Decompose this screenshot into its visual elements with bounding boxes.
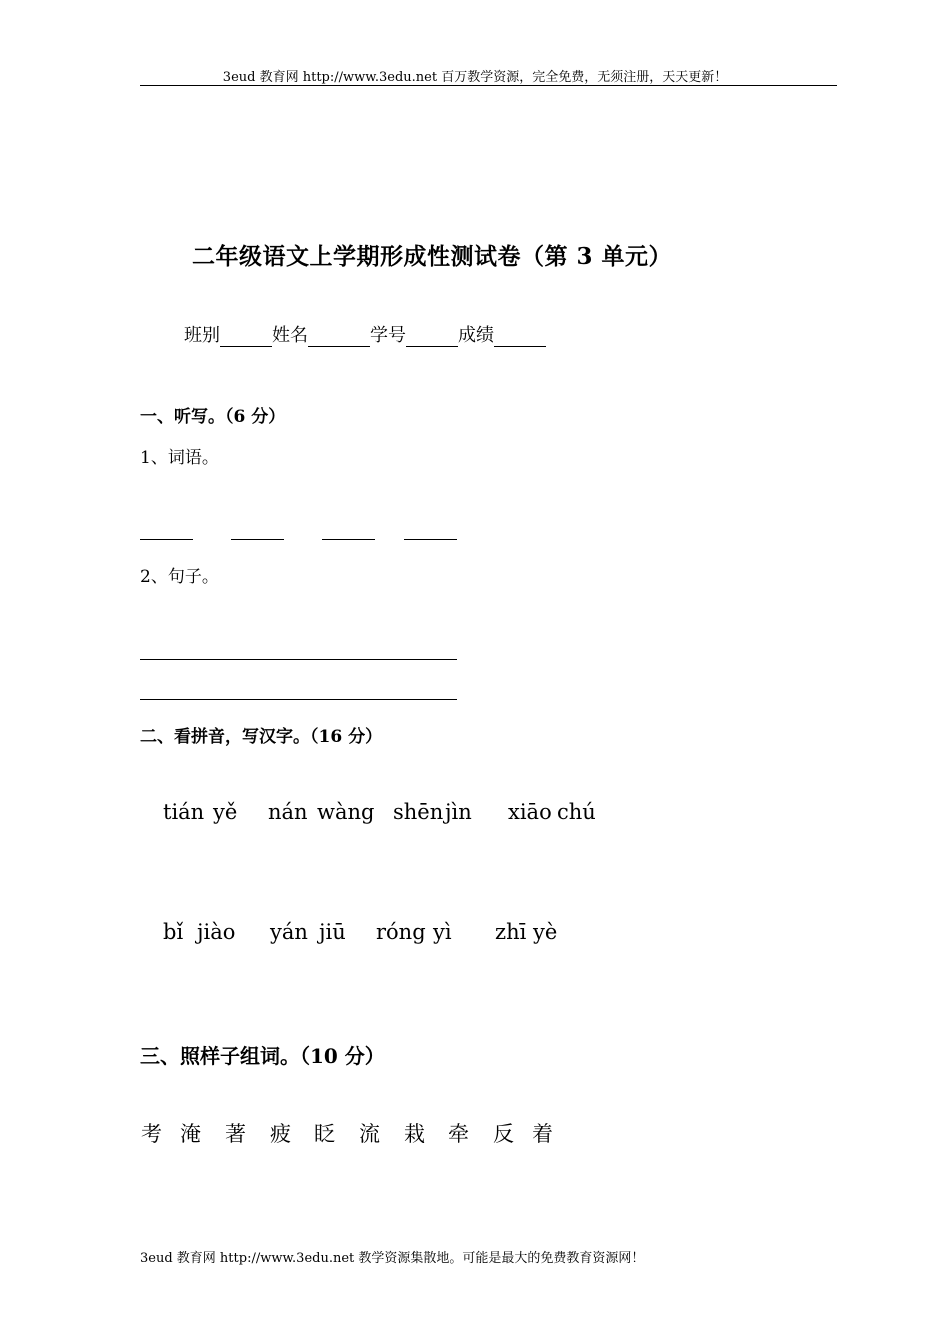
number-label: 学号: [370, 325, 406, 346]
section3-heading: 三、照样子组词。（10 分）: [140, 1044, 385, 1068]
page-footer-text: 3eud 教育网 http://www.3edu.net 教学资源集散地。可能是最大的免费教育资源网！: [140, 1251, 645, 1266]
character-row: [0, 1118, 950, 1150]
name-label: 姓名: [272, 325, 308, 346]
character: 流: [359, 1122, 380, 1146]
page-title: 二年级语文上学期形成性测试卷（第 3 单元）: [192, 243, 673, 270]
word-blank[interactable]: [322, 539, 375, 540]
pinyin-syllable: nán: [268, 800, 308, 824]
pinyin-syllable: yě: [213, 800, 238, 824]
character: 牵: [448, 1122, 469, 1146]
sentence-blank[interactable]: [140, 659, 457, 660]
pinyin-syllable: yè: [533, 920, 558, 944]
character: 考: [141, 1122, 162, 1146]
pinyin-syllable: jiào: [197, 920, 236, 944]
header-rule: [140, 85, 837, 86]
class-blank[interactable]: [220, 328, 272, 347]
word-blank[interactable]: [140, 539, 193, 540]
pinyin-syllable: jiū: [319, 920, 346, 944]
section1-heading: 一、听写。（6 分）: [140, 407, 286, 427]
pinyin-row-1: [0, 800, 950, 830]
character: 眨: [314, 1122, 335, 1146]
character: 淹: [180, 1122, 201, 1146]
character: 疲: [270, 1122, 291, 1146]
sentence-blank[interactable]: [140, 699, 457, 700]
score-blank[interactable]: [494, 328, 546, 347]
character: 反: [493, 1122, 514, 1146]
pinyin-syllable: wàng: [317, 800, 375, 824]
page-header-text: 3eud 教育网 http://www.3edu.net 百万教学资源，完全免费，无须注册，天天更新！: [222, 70, 728, 85]
pinyin-syllable: róng: [376, 920, 426, 944]
pinyin-syllable: zhī: [495, 920, 527, 944]
pinyin-syllable: jìn: [445, 800, 472, 824]
class-label: 班别: [184, 325, 220, 346]
name-blank[interactable]: [308, 328, 370, 347]
character: 著: [225, 1122, 246, 1146]
word-blank[interactable]: [231, 539, 284, 540]
section2-heading: 二、看拼音，写汉字。（16 分）: [140, 727, 383, 747]
pinyin-syllable: chú: [557, 800, 596, 824]
word-blank[interactable]: [404, 539, 457, 540]
number-blank[interactable]: [406, 328, 458, 347]
score-label: 成绩: [458, 325, 494, 346]
pinyin-syllable: bǐ: [163, 920, 184, 944]
section1-item1-label: 1、词语。: [140, 448, 219, 468]
pinyin-syllable: xiāo: [508, 800, 552, 824]
pinyin-syllable: tián: [163, 800, 205, 824]
pinyin-syllable: shēn: [393, 800, 444, 824]
character: 着: [532, 1122, 553, 1146]
pinyin-syllable: yì: [433, 920, 452, 944]
section1-item2-label: 2、句子。: [140, 567, 219, 587]
student-info-row: [184, 321, 546, 347]
character: 栽: [404, 1122, 425, 1146]
pinyin-row-2: [0, 920, 950, 950]
pinyin-syllable: yán: [270, 920, 308, 944]
